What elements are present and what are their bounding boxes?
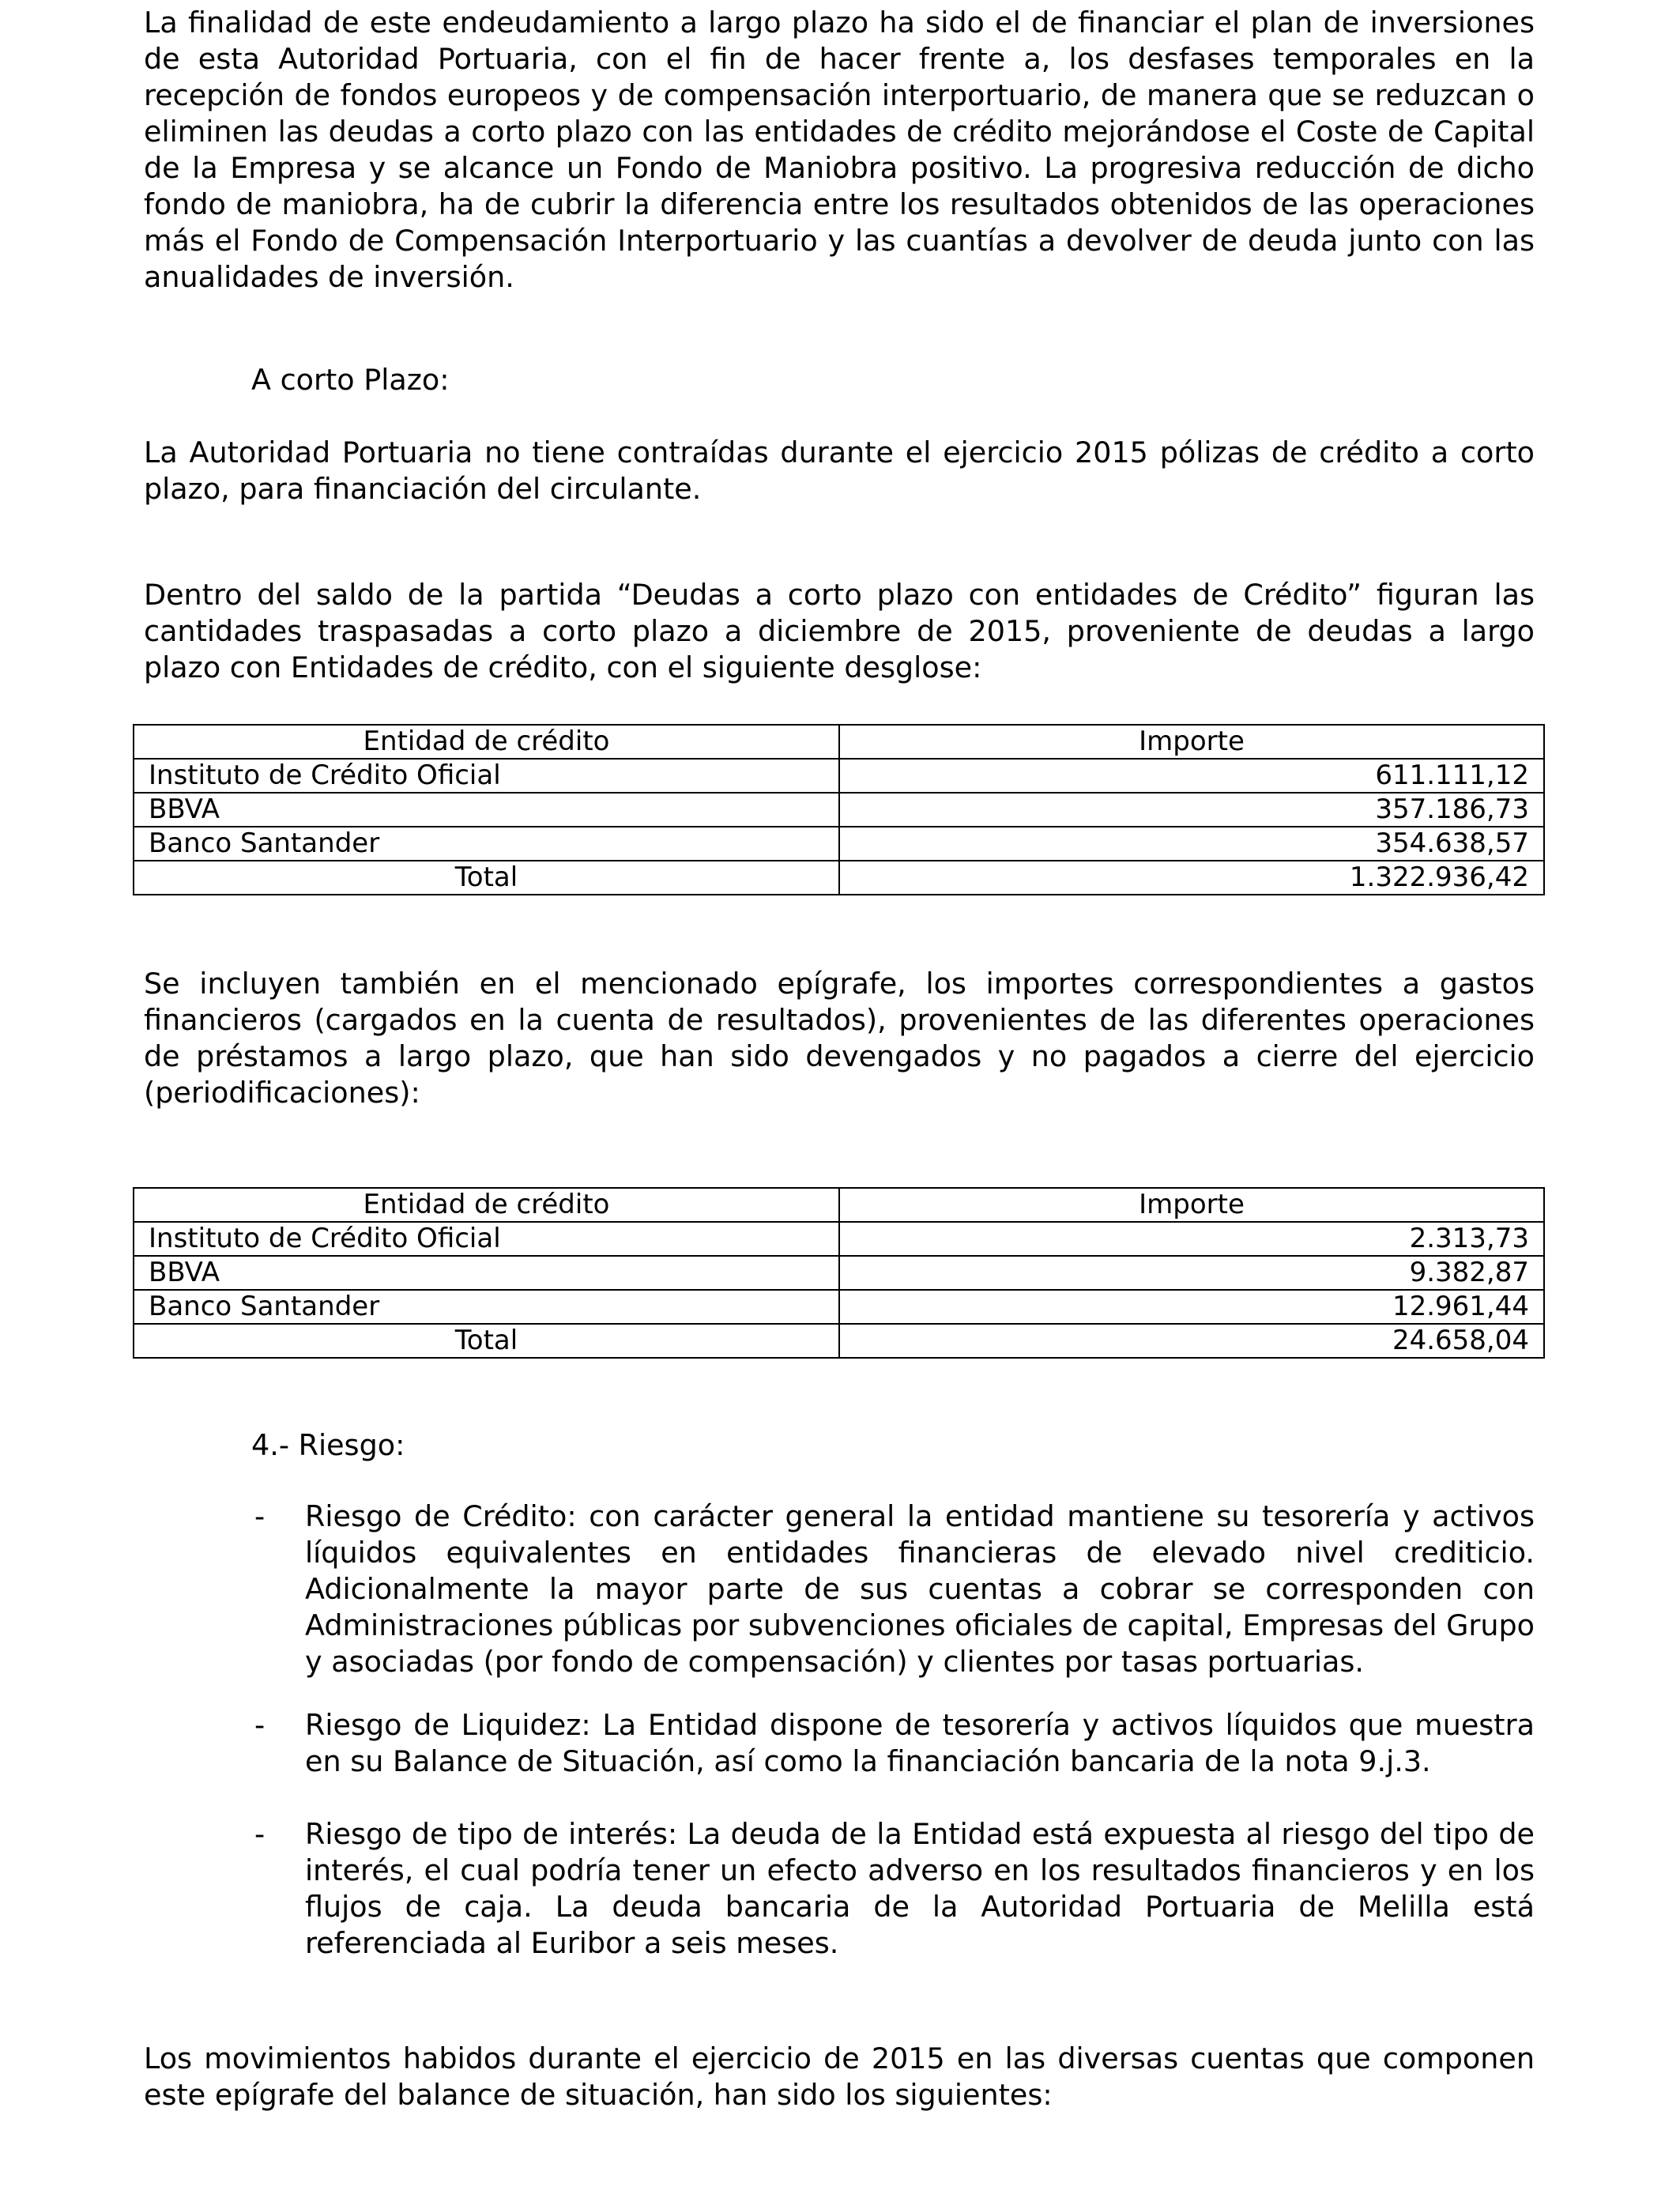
paragraph-financial-expenses: Se incluyen también en el mencionado epígrafe, los importes correspondientes a gastos financieros (cargados en la cuenta de resultados), provenientes de las diferentes operaciones de préstamos a largo plazo, que han sido devengados y no pagados a cierre del ejercicio (periodificaciones): xyxy=(144,967,1535,1110)
risk-list xyxy=(144,1498,1535,1989)
list-dash: - xyxy=(254,1499,266,1533)
table-cell-entity: BBVA xyxy=(134,1256,839,1290)
table-row xyxy=(134,1256,1544,1290)
table-row xyxy=(134,1222,1544,1256)
list-item-interest-rate-risk xyxy=(144,1816,1535,1962)
list-dash: - xyxy=(254,1708,266,1742)
list-item-text: Riesgo de Liquidez: La Entidad dispone de tesorería y activos líquidos que muestra en su Balance de Situación, así como la financiación bancaria de la nota 9.j.3. xyxy=(305,1708,1535,1778)
table-header-entity: Entidad de crédito xyxy=(134,1188,839,1222)
table-cell-amount: 2.313,73 xyxy=(839,1222,1544,1256)
table-row xyxy=(134,793,1544,827)
table-cell-amount: 354.638,57 xyxy=(839,827,1544,861)
table-row xyxy=(134,759,1544,793)
table-short-term-debt xyxy=(133,724,1545,895)
list-item-liquidity-risk xyxy=(144,1707,1535,1780)
table-header-amount: Importe xyxy=(839,725,1544,759)
list-dash: - xyxy=(254,1817,266,1851)
list-item-text: Riesgo de Crédito: con carácter general la entidad mantiene su tesorería y activos líquidos equivalentes en entidades financieras de elevado nivel crediticio. Adicionalmente la mayor parte de sus cuentas a cobrar se corresponden con Administraciones públicas por subvenciones oficiales de capital, Empresas del Grupo y asociadas (por fondo de compensación) y clientes por tasas portuarias. xyxy=(305,1499,1535,1679)
table-cell-entity: Banco Santander xyxy=(134,827,839,861)
table-header-row xyxy=(134,1188,1544,1222)
table-cell-entity: BBVA xyxy=(134,793,839,827)
heading-short-term: A corto Plazo: xyxy=(251,363,450,397)
table-cell-entity: Instituto de Crédito Oficial xyxy=(134,759,839,793)
paragraph-movements: Los movimientos habidos durante el ejercicio de 2015 en las diversas cuentas que componen este epígrafe del balance de situación, han sido los siguientes: xyxy=(144,2041,1535,2112)
table-total-label: Total xyxy=(134,861,839,895)
table-cell-entity: Banco Santander xyxy=(134,1290,839,1324)
table-total-row xyxy=(134,861,1544,895)
table-total-amount: 1.322.936,42 xyxy=(839,861,1544,895)
table-header-row xyxy=(134,725,1544,759)
table-total-label: Total xyxy=(134,1324,839,1358)
table-header-amount: Importe xyxy=(839,1188,1544,1222)
table-total-amount: 24.658,04 xyxy=(839,1324,1544,1358)
table-row xyxy=(134,1290,1544,1324)
table-cell-amount: 611.111,12 xyxy=(839,759,1544,793)
table-total-row xyxy=(134,1324,1544,1358)
paragraph-credit-policies: La Autoridad Portuaria no tiene contraídas durante el ejercicio 2015 pólizas de crédito a corto plazo, para financiación del circulante. xyxy=(144,435,1535,506)
table-row xyxy=(134,827,1544,861)
table-cell-amount: 9.382,87 xyxy=(839,1256,1544,1290)
paragraph-financing-purpose: La finalidad de este endeudamiento a largo plazo ha sido el de financiar el plan de inversiones de esta Autoridad Portuaria, con el fin de hacer frente a, los desfases temporales en la recepción de fondos europeos y de compensación interportuario, de manera que se reduzcan o eliminen las deudas a corto plazo con las entidades de crédito mejorándose el Coste de Capital de la Empresa y se alcance un Fondo de Maniobra positivo. La progresiva reducción de dicho fondo de maniobra, ha de cubrir la diferencia entre los resultados obtenidos de las operaciones más el Fondo de Compensación Interportuario y las cuantías a devolver de deuda junto con las anualidades de inversión. xyxy=(144,6,1535,294)
table-accrued-interest xyxy=(133,1187,1545,1359)
list-item-credit-risk xyxy=(144,1498,1535,1680)
paragraph-short-term-debt: Dentro del saldo de la partida “Deudas a corto plazo con entidades de Crédito” figuran las cantidades traspasadas a corto plazo a diciembre de 2015, proveniente de deudas a largo plazo con Entidades de crédito, con el siguiente desglose: xyxy=(144,578,1535,684)
table-cell-amount: 357.186,73 xyxy=(839,793,1544,827)
heading-risk: 4.- Riesgo: xyxy=(251,1428,405,1462)
table-cell-entity: Instituto de Crédito Oficial xyxy=(134,1222,839,1256)
table-header-entity: Entidad de crédito xyxy=(134,725,839,759)
list-item-text: Riesgo de tipo de interés: La deuda de la Entidad está expuesta al riesgo del tipo de interés, el cual podría tener un efecto adverso en los resultados financieros y en los flujos de caja. La deuda bancaria de la Autoridad Portuaria de Melilla está referenciada al Euribor a seis meses. xyxy=(305,1817,1535,1960)
table-cell-amount: 12.961,44 xyxy=(839,1290,1544,1324)
